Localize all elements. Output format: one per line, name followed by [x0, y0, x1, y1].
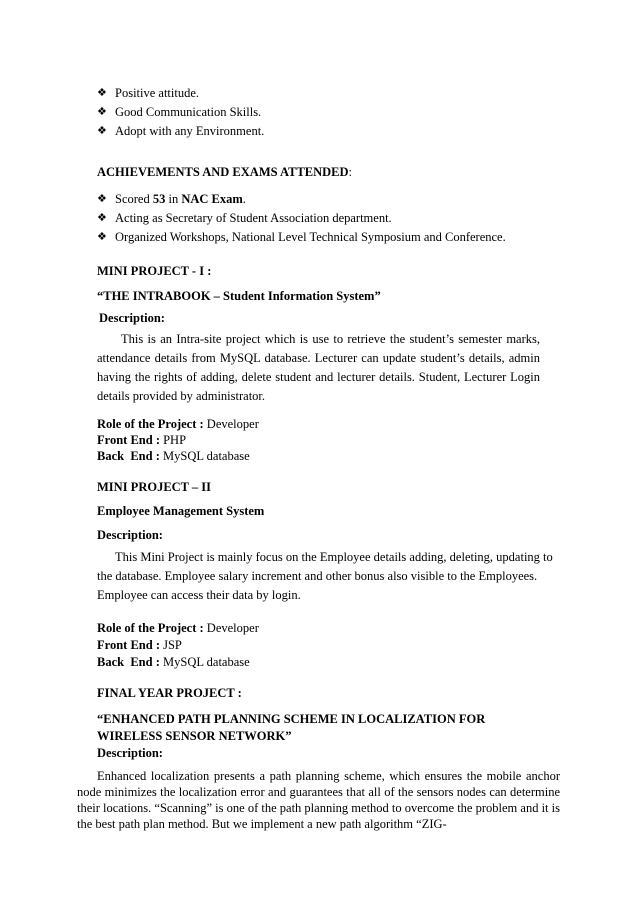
diamond-bullet-icon: ❖ — [97, 212, 107, 224]
mini-project-1-back-end: Back End : MySQL database — [97, 449, 250, 463]
final-project-title-line-1: “ENHANCED PATH PLANNING SCHEME IN LOCALIZATION FOR — [97, 712, 486, 726]
final-project-description: Enhanced localization presents a path planning scheme, which ensures the mobile anchor node minimizes the localization error and guarantees that all of the sensors nodes can determine their locations. “Scanning” is one of the path planning method to overcome the problem and it is the best path plan method. But we implement a new path algorithm “ZIG- — [77, 769, 560, 831]
diamond-bullet-icon: ❖ — [97, 106, 107, 118]
achievements-heading: ACHIEVEMENTS AND EXAMS ATTENDED: — [97, 165, 353, 179]
mini-project-1-title: “THE INTRABOOK – Student Information System” — [97, 289, 381, 303]
list-item: ❖ Positive attitude. — [97, 84, 264, 103]
skills-list — [97, 84, 264, 141]
final-project-heading: FINAL YEAR PROJECT : — [97, 686, 242, 700]
mini-project-2-front-end: Front End : JSP — [97, 638, 182, 652]
mini-project-1-heading: MINI PROJECT - I : — [97, 264, 212, 278]
final-project-desc-label: Description: — [97, 746, 163, 760]
mini-project-2-back-end: Back End : MySQL database — [97, 655, 250, 669]
mini-project-2-heading: MINI PROJECT – II — [97, 480, 212, 494]
diamond-bullet-icon: ❖ — [97, 193, 107, 205]
mini-project-1-role: Role of the Project : Developer — [97, 417, 259, 431]
final-project-title-line-2: WIRELESS SENSOR NETWORK” — [97, 729, 292, 743]
diamond-bullet-icon: ❖ — [97, 231, 107, 243]
list-item: ❖ Good Communication Skills. — [97, 103, 264, 122]
mini-project-2-desc-label: Description: — [97, 528, 163, 542]
diamond-bullet-icon: ❖ — [97, 87, 107, 99]
mini-project-2-description: This Mini Project is mainly focus on the Employee details adding, deleting, updating to the database. Employee salary increment and other bonus also visible to the Employees. Employee can access their data by login. — [97, 550, 553, 602]
mini-project-1-desc-label: Description: — [99, 311, 165, 325]
list-item: ❖ Organized Workshops, National Level Technical Symposium and Conference. — [97, 228, 506, 247]
list-item: ❖ Scored 53 in NAC Exam. — [97, 190, 506, 209]
mini-project-1-description: This is an Intra-site project which is use to retrieve the student’s semester marks, attendance details from MySQL database. Lecturer can update student’s details, admin having the rights of adding, delete student and lecturer details. Student, Lecturer Login details provided by administrator. — [97, 332, 540, 403]
mini-project-2-title: Employee Management System — [97, 504, 265, 518]
mini-project-1-front-end: Front End : PHP — [97, 433, 187, 447]
list-item: ❖ Acting as Secretary of Student Association department. — [97, 209, 506, 228]
achievements-list — [97, 190, 506, 247]
list-item: ❖ Adopt with any Environment. — [97, 122, 264, 141]
diamond-bullet-icon: ❖ — [97, 125, 107, 137]
mini-project-2-role: Role of the Project : Developer — [97, 621, 259, 635]
